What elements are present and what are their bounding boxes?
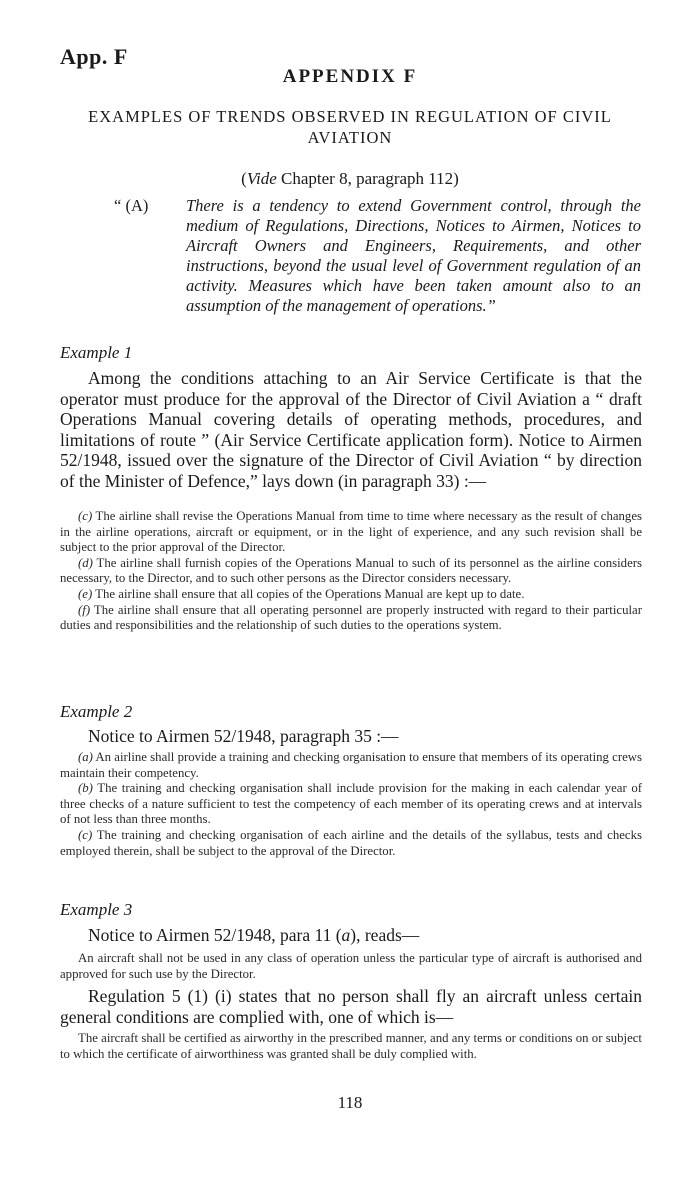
chapter-reference bbox=[0, 169, 700, 189]
example-1-heading: Example 1 bbox=[60, 343, 133, 362]
example-3-heading: Example 3 bbox=[60, 900, 133, 919]
list-item: (c) The airline shall revise the Operations Manual from time to time where necessary as the result of changes in the airline operations, aircraft or equipment, or in the light of experience, and any such revision shall be subject to the prior approval of the Director. bbox=[60, 509, 642, 555]
example-3-quote-1: An aircraft shall not be used in any class of operation unless the particular type of aircraft is authorised and approved for such use by the Director. bbox=[60, 951, 642, 981]
list-item: (e) The airline shall ensure that all copies of the Operations Manual are kept up to date. bbox=[78, 586, 525, 601]
vide-italic: Vide bbox=[246, 169, 277, 188]
list-item: (c) The training and checking organisation of each airline and the details of the syllabus, tests and checks employed therein, shall be subject to the approval of the Director. bbox=[60, 827, 642, 858]
quote-body: There is a tendency to extend Government control, through the medium of Regulations, Directions, Notices to Airmen, Notices to Aircraft Owners and Engineers, Requirements, and other instructions, beyond the usual level of Government regulation of an activity. Measures which have been taken amount also to an assumption of the management of operations.” bbox=[186, 196, 641, 315]
example-2-items bbox=[60, 750, 642, 859]
example-3-quote-2: The aircraft shall be certified as airworthy in the prescribed manner, and any terms or conditions on or subject to which the certificate of airworthiness was granted shall be duly complied with. bbox=[60, 1031, 642, 1061]
page-subtitle: EXAMPLES OF TRENDS OBSERVED IN REGULATION OF CIVIL AVIATION bbox=[88, 107, 612, 147]
example-3-text: Notice to Airmen 52/1948, para 11 (a), reads— bbox=[88, 925, 420, 945]
appendix-label: App. F bbox=[60, 44, 128, 69]
list-item: (b) The training and checking organisation shall include provision for the making in each calendar year of three checks of a nature sufficient to test the competency of each member of its operating crews and at intervals of not less than three months. bbox=[60, 781, 642, 827]
vide-open: ( bbox=[241, 169, 247, 188]
example-1-items bbox=[60, 509, 642, 634]
example-3-regulation: Regulation 5 (1) (i) states that no person shall fly an aircraft unless certain general conditions are complied with, one of which is— bbox=[60, 986, 642, 1027]
example-1-paragraph: Among the conditions attaching to an Air Service Certificate is that the operator must produce for the approval of the Director of Civil Aviation a “ draft Operations Manual covering details of operating methods, procedures, and limitations of route ” (Air Service Certificate application form). Notice to Airmen 52/1948, issued over the signature of the Director of Civil Aviation “ by direction of the Minister of Defence,” lays down (in paragraph 33) :— bbox=[60, 368, 642, 491]
vide-rest: Chapter 8, paragraph 112) bbox=[276, 169, 459, 188]
page-title: APPENDIX F bbox=[282, 66, 418, 87]
list-item: (f) The airline shall ensure that all operating personnel are properly instructed with regard to their particular duties and responsibilities and the relationship of such duties to the operations system. bbox=[60, 602, 642, 633]
page-number: 118 bbox=[337, 1093, 363, 1112]
list-item: (a) An airline shall provide a training and checking organisation to ensure that members of its operating crews maintain their competency. bbox=[60, 750, 642, 780]
quote-marker: “ (A) bbox=[114, 196, 149, 215]
list-item: (d) The airline shall furnish copies of the Operations Manual to such of its personnel as the airline considers necessary, to the Director, and to such other persons as the Director considers necessary. bbox=[60, 555, 642, 586]
example-2-heading: Example 2 bbox=[60, 702, 133, 721]
example-2-text: Notice to Airmen 52/1948, paragraph 35 :— bbox=[88, 726, 399, 746]
example-1-text bbox=[60, 368, 642, 491]
